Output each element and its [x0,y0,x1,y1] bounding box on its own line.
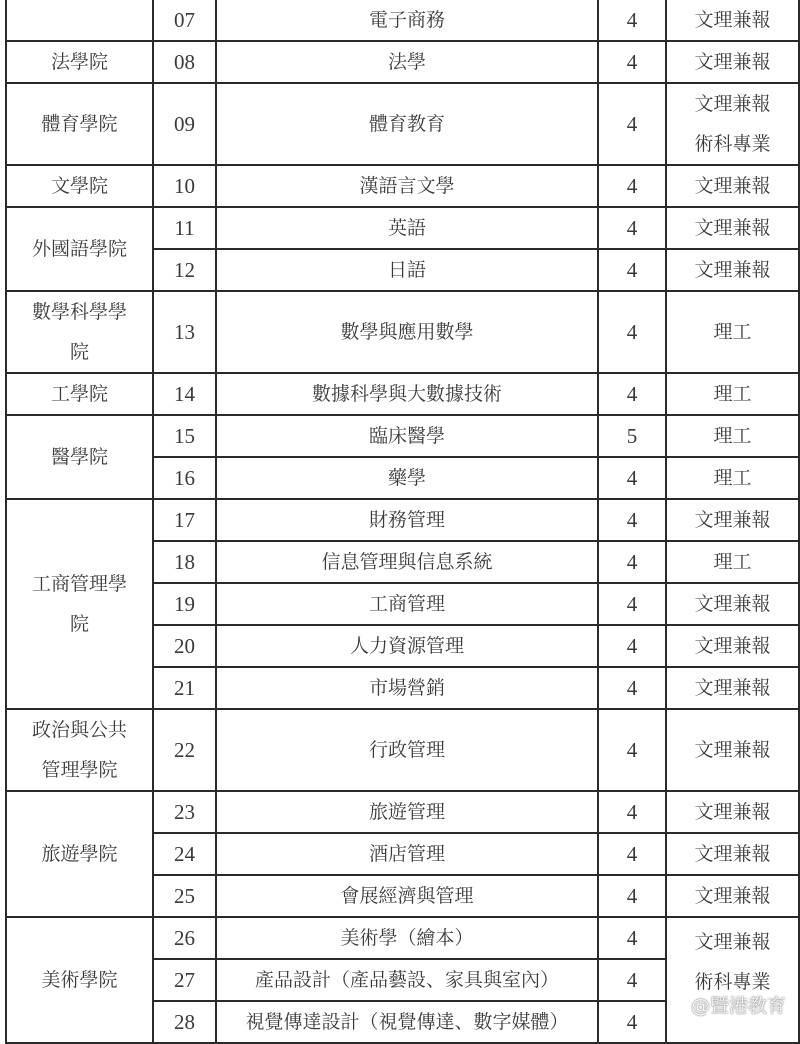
major-cell: 視覺傳達設計（視覺傳達、數字媒體） [216,1001,598,1043]
major-cell: 數據科學與大數據技術 [216,373,598,415]
major-cell: 漢語言文學 [216,165,598,207]
category-cell [666,207,799,249]
college-name: 醫學院 [50,446,108,468]
years-cell: 4 [598,917,666,959]
college-cell [6,791,153,917]
college-cell [6,83,153,165]
category-text: 文理兼報 [694,801,771,823]
years-cell: 4 [598,583,666,625]
major-cell: 美術學（繪本） [216,917,598,959]
category-cell [666,583,799,625]
major-cell: 市場營銷 [216,667,598,709]
table-row [6,373,799,415]
category-text: 理工 [713,321,752,343]
college-name: 旅遊學院 [41,843,118,865]
years-cell: 4 [598,373,666,415]
major-cell: 數學與應用數學 [216,291,598,373]
category-cell [666,833,799,875]
category-cell [666,249,799,291]
category-cell [666,0,799,41]
code-cell: 24 [153,833,216,875]
code-cell: 13 [153,291,216,373]
category-text: 文理兼報 術科專業 [694,931,771,993]
category-text: 文理兼報 [694,509,771,531]
years-cell: 4 [598,833,666,875]
category-cell [666,499,799,541]
category-text: 文理兼報 [694,51,771,73]
category-text: 文理兼報 [694,259,771,281]
code-cell: 15 [153,415,216,457]
college-name: 數學科學學院 [31,301,127,363]
major-cell: 體育教育 [216,83,598,165]
table-row [6,0,799,41]
major-cell: 酒店管理 [216,833,598,875]
table-row [6,165,799,207]
category-text: 文理兼報 [694,677,771,699]
years-cell: 4 [598,709,666,791]
majors-table [5,0,800,1044]
category-cell [666,457,799,499]
table-row [6,207,799,249]
college-cell [6,499,153,709]
college-name: 工商管理學院 [31,573,127,635]
category-cell [666,541,799,583]
category-cell [666,625,799,667]
table-row [6,291,799,373]
major-cell: 人力資源管理 [216,625,598,667]
table-row [6,415,799,457]
category-text: 理工 [713,467,752,489]
college-name: 體育學院 [41,113,118,135]
code-cell: 16 [153,457,216,499]
code-cell: 10 [153,165,216,207]
category-cell [666,83,799,165]
category-text: 理工 [713,383,752,405]
major-cell: 電子商務 [216,0,598,41]
years-cell: 4 [598,83,666,165]
years-cell: 4 [598,499,666,541]
years-cell: 4 [598,959,666,1001]
major-cell: 行政管理 [216,709,598,791]
category-text: 文理兼報 [694,739,771,761]
code-cell: 08 [153,41,216,83]
college-cell [6,165,153,207]
college-name: 外國語學院 [31,238,127,260]
category-text: 文理兼報 [694,9,771,31]
years-cell: 4 [598,791,666,833]
code-cell: 22 [153,709,216,791]
years-cell: 4 [598,291,666,373]
code-cell: 28 [153,1001,216,1043]
major-cell: 英語 [216,207,598,249]
category-cell [666,917,799,1043]
code-cell: 09 [153,83,216,165]
years-cell: 4 [598,625,666,667]
major-cell: 產品設計（產品藝設、家具與室內） [216,959,598,1001]
code-cell: 11 [153,207,216,249]
category-cell [666,791,799,833]
major-cell: 旅遊管理 [216,791,598,833]
years-cell: 5 [598,415,666,457]
major-cell: 會展經濟與管理 [216,875,598,917]
college-cell [6,917,153,1043]
table-row [6,499,799,541]
years-cell: 4 [598,667,666,709]
college-name: 工學院 [50,383,108,405]
category-text: 文理兼報 [694,635,771,657]
years-cell: 4 [598,249,666,291]
majors-table-body [6,0,799,1043]
major-cell: 工商管理 [216,583,598,625]
code-cell: 17 [153,499,216,541]
college-name: 法學院 [50,51,108,73]
code-cell: 14 [153,373,216,415]
college-cell [6,373,153,415]
college-cell [6,291,153,373]
category-text: 文理兼報 [694,217,771,239]
college-name: 政治與公共管理學院 [31,719,127,781]
college-cell [6,709,153,791]
category-text: 文理兼報 術科專業 [694,93,771,155]
code-cell: 27 [153,959,216,1001]
code-cell: 07 [153,0,216,41]
college-cell [6,41,153,83]
category-cell [666,667,799,709]
code-cell: 19 [153,583,216,625]
table-row [6,41,799,83]
category-text: 理工 [713,425,752,447]
category-cell [666,165,799,207]
category-cell [666,41,799,83]
major-cell: 日語 [216,249,598,291]
code-cell: 26 [153,917,216,959]
years-cell: 4 [598,207,666,249]
college-name: 文學院 [50,175,108,197]
category-cell [666,875,799,917]
major-cell: 財務管理 [216,499,598,541]
years-cell: 4 [598,457,666,499]
category-text: 文理兼報 [694,843,771,865]
code-cell: 23 [153,791,216,833]
watermark: @暨港教育 [690,995,786,1017]
code-cell: 20 [153,625,216,667]
years-cell: 4 [598,165,666,207]
category-text: 文理兼報 [694,175,771,197]
years-cell: 4 [598,875,666,917]
years-cell: 4 [598,41,666,83]
table-row [6,791,799,833]
category-cell [666,415,799,457]
college-cell [6,0,153,41]
category-text: 理工 [713,551,752,573]
college-name: 美術學院 [41,969,118,991]
category-cell [666,709,799,791]
years-cell: 4 [598,541,666,583]
college-cell [6,207,153,291]
table-row [6,709,799,791]
category-cell [666,291,799,373]
table-row [6,917,799,959]
code-cell: 21 [153,667,216,709]
years-cell: 4 [598,1001,666,1043]
code-cell: 25 [153,875,216,917]
table-row [6,83,799,165]
years-cell: 4 [598,0,666,41]
category-cell [666,373,799,415]
code-cell: 12 [153,249,216,291]
major-cell: 法學 [216,41,598,83]
major-cell: 信息管理與信息系統 [216,541,598,583]
major-cell: 臨床醫學 [216,415,598,457]
major-cell: 藥學 [216,457,598,499]
category-text: 文理兼報 [694,593,771,615]
code-cell: 18 [153,541,216,583]
category-text: 文理兼報 [694,885,771,907]
college-cell [6,415,153,499]
